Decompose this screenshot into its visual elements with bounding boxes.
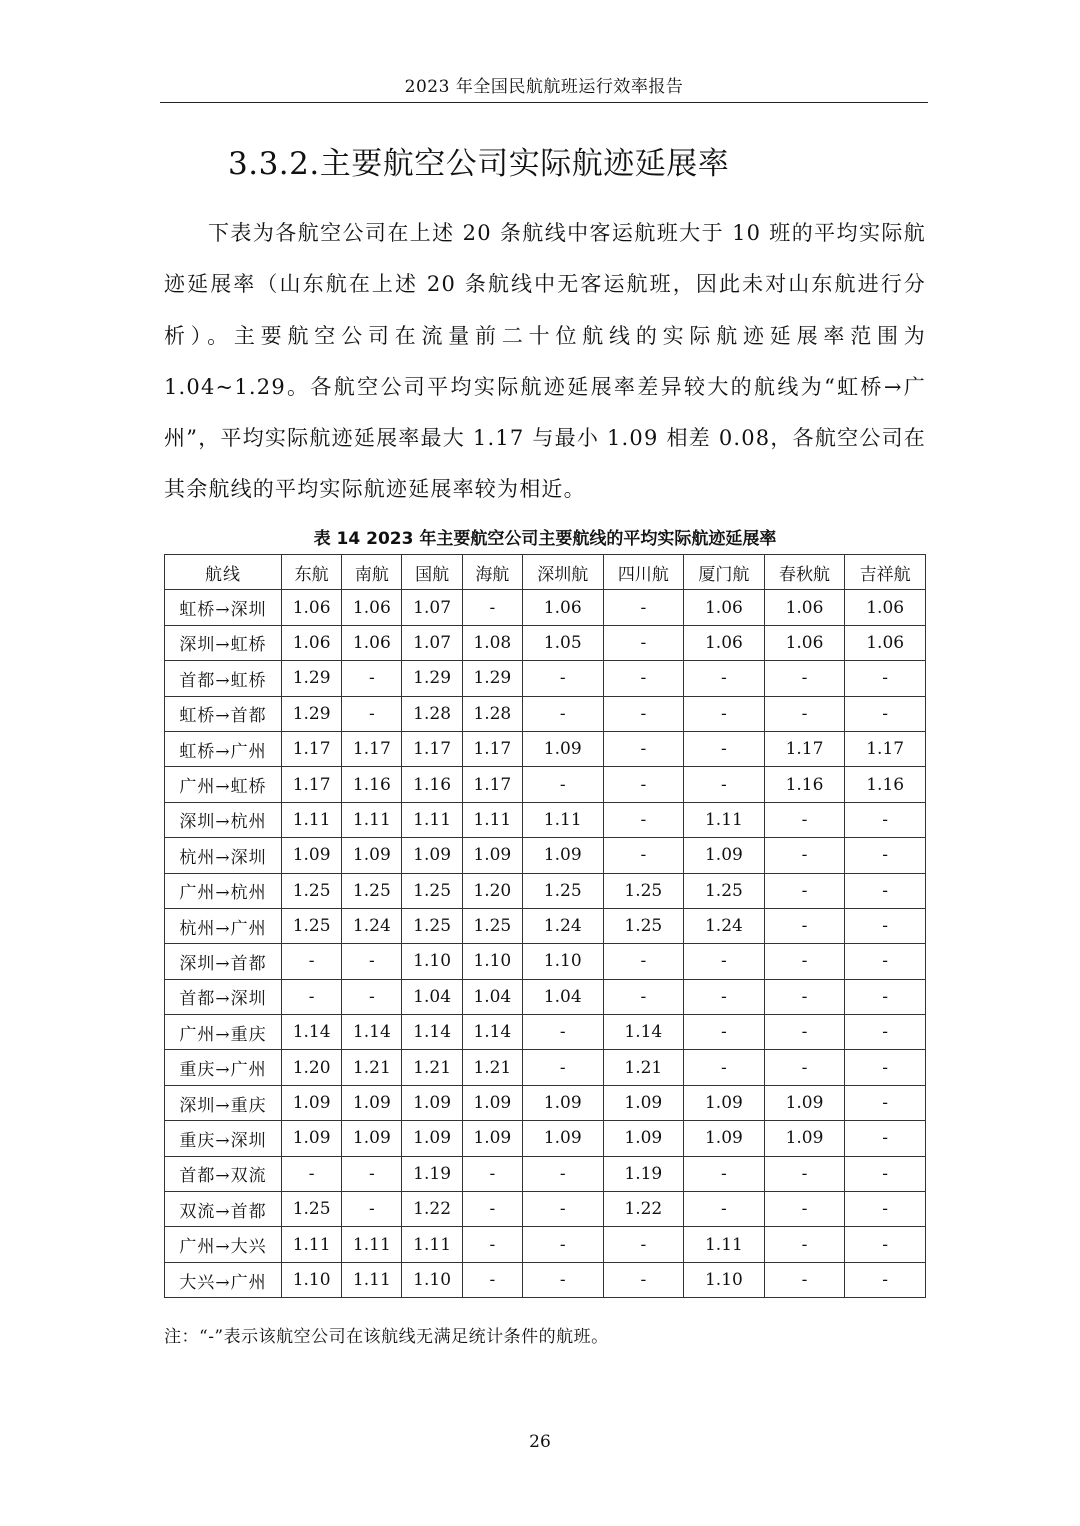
value-cell: 1.11 bbox=[402, 802, 462, 837]
value-cell: 1.14 bbox=[603, 1015, 684, 1050]
value-cell: - bbox=[522, 1262, 603, 1297]
value-cell: - bbox=[522, 1192, 603, 1227]
value-cell: - bbox=[845, 1015, 926, 1050]
value-cell: 1.19 bbox=[603, 1156, 684, 1191]
value-cell: 1.25 bbox=[402, 873, 462, 908]
value-cell: - bbox=[603, 696, 684, 731]
value-cell: 1.09 bbox=[684, 838, 765, 873]
value-cell: - bbox=[684, 1156, 765, 1191]
route-cell: 广州→虹桥 bbox=[165, 767, 282, 802]
value-cell: - bbox=[522, 696, 603, 731]
table-row bbox=[165, 1050, 926, 1085]
route-cell: 首都→双流 bbox=[165, 1156, 282, 1191]
value-cell: - bbox=[764, 1156, 845, 1191]
table-caption: 表 14 2023 年主要航空公司主要航线的平均实际航迹延展率 bbox=[313, 529, 777, 549]
value-cell: 1.09 bbox=[764, 1121, 845, 1156]
value-cell: 1.09 bbox=[402, 838, 462, 873]
value-cell: - bbox=[462, 1156, 522, 1191]
value-cell: 1.10 bbox=[522, 944, 603, 979]
route-cell: 重庆→深圳 bbox=[165, 1121, 282, 1156]
value-cell: 1.14 bbox=[342, 1015, 402, 1050]
route-cell: 深圳→首都 bbox=[165, 944, 282, 979]
value-cell: 1.09 bbox=[603, 1121, 684, 1156]
value-cell: - bbox=[603, 767, 684, 802]
value-cell: 1.06 bbox=[684, 590, 765, 625]
value-cell: 1.06 bbox=[522, 590, 603, 625]
value-cell: - bbox=[684, 979, 765, 1014]
value-cell: 1.06 bbox=[764, 590, 845, 625]
value-cell: - bbox=[684, 1050, 765, 1085]
value-cell: - bbox=[684, 1015, 765, 1050]
value-cell: - bbox=[845, 1262, 926, 1297]
value-cell: - bbox=[845, 802, 926, 837]
value-cell: - bbox=[603, 590, 684, 625]
value-cell: - bbox=[603, 802, 684, 837]
table-row bbox=[165, 908, 926, 943]
route-cell: 双流→首都 bbox=[165, 1192, 282, 1227]
value-cell: - bbox=[764, 1262, 845, 1297]
route-cell: 虹桥→广州 bbox=[165, 731, 282, 766]
value-cell: - bbox=[684, 731, 765, 766]
value-cell: 1.09 bbox=[342, 838, 402, 873]
value-cell: 1.06 bbox=[845, 590, 926, 625]
table-row bbox=[165, 1227, 926, 1262]
route-cell: 广州→重庆 bbox=[165, 1015, 282, 1050]
value-cell: 1.19 bbox=[402, 1156, 462, 1191]
value-cell: 1.11 bbox=[282, 1227, 342, 1262]
value-cell: 1.09 bbox=[462, 1121, 522, 1156]
table-row bbox=[165, 944, 926, 979]
value-cell: - bbox=[845, 1156, 926, 1191]
header-cell: 东航 bbox=[282, 555, 342, 590]
value-cell: 1.11 bbox=[342, 802, 402, 837]
value-cell: 1.29 bbox=[282, 696, 342, 731]
value-cell: 1.11 bbox=[402, 1227, 462, 1262]
value-cell: 1.09 bbox=[603, 1085, 684, 1120]
value-cell: 1.09 bbox=[342, 1085, 402, 1120]
value-cell: - bbox=[342, 979, 402, 1014]
table-row bbox=[165, 731, 926, 766]
value-cell: - bbox=[462, 590, 522, 625]
value-cell: - bbox=[342, 944, 402, 979]
value-cell: 1.09 bbox=[522, 1121, 603, 1156]
value-cell: 1.07 bbox=[402, 590, 462, 625]
value-cell: - bbox=[342, 661, 402, 696]
value-cell: 1.09 bbox=[282, 1085, 342, 1120]
value-cell: - bbox=[845, 944, 926, 979]
value-cell: 1.09 bbox=[462, 838, 522, 873]
value-cell: 1.09 bbox=[402, 1121, 462, 1156]
header-cell: 深圳航 bbox=[522, 555, 603, 590]
value-cell: - bbox=[764, 661, 845, 696]
table-row bbox=[165, 979, 926, 1014]
value-cell: 1.11 bbox=[282, 802, 342, 837]
value-cell: - bbox=[684, 1192, 765, 1227]
route-cell: 深圳→杭州 bbox=[165, 802, 282, 837]
value-cell: 1.11 bbox=[342, 1227, 402, 1262]
header-cell: 厦门航 bbox=[684, 555, 765, 590]
route-cell: 广州→杭州 bbox=[165, 873, 282, 908]
value-cell: 1.09 bbox=[402, 1085, 462, 1120]
table-row bbox=[165, 1015, 926, 1050]
table-row bbox=[165, 1085, 926, 1120]
value-cell: - bbox=[845, 1085, 926, 1120]
value-cell: 1.09 bbox=[282, 1121, 342, 1156]
value-cell: - bbox=[522, 1156, 603, 1191]
route-cell: 首都→虹桥 bbox=[165, 661, 282, 696]
header-cell: 国航 bbox=[402, 555, 462, 590]
value-cell: - bbox=[522, 661, 603, 696]
value-cell: 1.06 bbox=[845, 625, 926, 660]
value-cell: - bbox=[603, 731, 684, 766]
value-cell: 1.17 bbox=[462, 767, 522, 802]
value-cell: 1.10 bbox=[684, 1262, 765, 1297]
running-header: 2023 年全国民航航班运行效率报告 bbox=[404, 77, 684, 97]
value-cell: - bbox=[522, 1015, 603, 1050]
value-cell: 1.16 bbox=[402, 767, 462, 802]
table-row bbox=[165, 1262, 926, 1297]
value-cell: - bbox=[603, 1262, 684, 1297]
value-cell: - bbox=[764, 1227, 845, 1262]
value-cell: - bbox=[845, 696, 926, 731]
value-cell: - bbox=[342, 1156, 402, 1191]
value-cell: 1.25 bbox=[402, 908, 462, 943]
value-cell: - bbox=[764, 1015, 845, 1050]
value-cell: 1.04 bbox=[522, 979, 603, 1014]
value-cell: 1.14 bbox=[282, 1015, 342, 1050]
table-body bbox=[165, 590, 926, 1298]
value-cell: 1.25 bbox=[282, 1192, 342, 1227]
value-cell: - bbox=[764, 1192, 845, 1227]
value-cell: 1.20 bbox=[282, 1050, 342, 1085]
value-cell: - bbox=[764, 1050, 845, 1085]
value-cell: 1.06 bbox=[282, 590, 342, 625]
value-cell: - bbox=[845, 661, 926, 696]
value-cell: 1.06 bbox=[342, 590, 402, 625]
value-cell: 1.14 bbox=[402, 1015, 462, 1050]
table-row bbox=[165, 802, 926, 837]
section-title: 3.3.2.主要航空公司实际航迹延展率 bbox=[228, 146, 730, 182]
value-cell: 1.09 bbox=[342, 1121, 402, 1156]
value-cell: 1.10 bbox=[402, 1262, 462, 1297]
value-cell: 1.09 bbox=[684, 1085, 765, 1120]
value-cell: 1.06 bbox=[764, 625, 845, 660]
value-cell: 1.04 bbox=[402, 979, 462, 1014]
table-row bbox=[165, 696, 926, 731]
value-cell: 1.08 bbox=[462, 625, 522, 660]
value-cell: 1.25 bbox=[462, 908, 522, 943]
header-cell: 航线 bbox=[165, 555, 282, 590]
value-cell: 1.10 bbox=[402, 944, 462, 979]
value-cell: 1.06 bbox=[684, 625, 765, 660]
body-paragraph: 下表为各航空公司在上述 20 条航线中客运航班大于 10 班的平均实际航迹延展率（山东航在上述 20 条航线中无客运航班，因此未对山东航进行分析）。主要航空公司在流量前二十位航线的实际航迹延展率范围为 1.04~1.29。各航空公司平均实际航迹延展率差异较大的航线为“虹桥→广州”，平均实际航迹延展率最大 1.17 与最小 1.09 相差 0.08，各航空公司在其余航线的平均实际航迹延展率较为相近。 bbox=[164, 221, 926, 502]
value-cell: 1.17 bbox=[282, 767, 342, 802]
value-cell: 1.20 bbox=[462, 873, 522, 908]
value-cell: - bbox=[845, 873, 926, 908]
value-cell: 1.29 bbox=[402, 661, 462, 696]
value-cell: 1.07 bbox=[402, 625, 462, 660]
header-cell: 四川航 bbox=[603, 555, 684, 590]
value-cell: 1.10 bbox=[462, 944, 522, 979]
value-cell: 1.22 bbox=[603, 1192, 684, 1227]
value-cell: - bbox=[845, 1121, 926, 1156]
route-cell: 杭州→广州 bbox=[165, 908, 282, 943]
value-cell: 1.09 bbox=[522, 1085, 603, 1120]
value-cell: 1.25 bbox=[282, 873, 342, 908]
value-cell: 1.17 bbox=[462, 731, 522, 766]
value-cell: - bbox=[845, 1227, 926, 1262]
value-cell: - bbox=[522, 1227, 603, 1262]
header-cell: 海航 bbox=[462, 555, 522, 590]
value-cell: - bbox=[522, 767, 603, 802]
value-cell: - bbox=[684, 661, 765, 696]
value-cell: 1.17 bbox=[402, 731, 462, 766]
header-cell: 春秋航 bbox=[764, 555, 845, 590]
value-cell: 1.25 bbox=[603, 873, 684, 908]
value-cell: 1.09 bbox=[522, 731, 603, 766]
value-cell: 1.24 bbox=[342, 908, 402, 943]
value-cell: - bbox=[462, 1227, 522, 1262]
value-cell: 1.11 bbox=[522, 802, 603, 837]
value-cell: 1.28 bbox=[462, 696, 522, 731]
value-cell: 1.16 bbox=[845, 767, 926, 802]
table-row bbox=[165, 661, 926, 696]
value-cell: 1.21 bbox=[402, 1050, 462, 1085]
value-cell: 1.17 bbox=[764, 731, 845, 766]
value-cell: - bbox=[603, 661, 684, 696]
table-row bbox=[165, 838, 926, 873]
route-cell: 首都→深圳 bbox=[165, 979, 282, 1014]
value-cell: 1.05 bbox=[522, 625, 603, 660]
value-cell: - bbox=[684, 767, 765, 802]
value-cell: 1.25 bbox=[522, 873, 603, 908]
table-row bbox=[165, 873, 926, 908]
value-cell: - bbox=[603, 625, 684, 660]
value-cell: - bbox=[603, 944, 684, 979]
value-cell: 1.06 bbox=[282, 625, 342, 660]
table-row bbox=[165, 1156, 926, 1191]
value-cell: - bbox=[462, 1192, 522, 1227]
value-cell: - bbox=[522, 1050, 603, 1085]
table-row bbox=[165, 767, 926, 802]
value-cell: 1.24 bbox=[684, 908, 765, 943]
page-number: 26 bbox=[529, 1432, 551, 1452]
value-cell: - bbox=[282, 944, 342, 979]
value-cell: 1.09 bbox=[684, 1121, 765, 1156]
header-cell: 南航 bbox=[342, 555, 402, 590]
value-cell: - bbox=[282, 1156, 342, 1191]
route-cell: 大兴→广州 bbox=[165, 1262, 282, 1297]
value-cell: 1.14 bbox=[462, 1015, 522, 1050]
value-cell: 1.04 bbox=[462, 979, 522, 1014]
route-cell: 杭州→深圳 bbox=[165, 838, 282, 873]
route-cell: 广州→大兴 bbox=[165, 1227, 282, 1262]
header-cell: 吉祥航 bbox=[845, 555, 926, 590]
value-cell: - bbox=[684, 944, 765, 979]
value-cell: - bbox=[764, 873, 845, 908]
table-note: 注：“-”表示该航空公司在该航线无满足统计条件的航班。 bbox=[164, 1327, 609, 1347]
route-cell: 虹桥→首都 bbox=[165, 696, 282, 731]
value-cell: 1.29 bbox=[462, 661, 522, 696]
route-cell: 深圳→虹桥 bbox=[165, 625, 282, 660]
value-cell: - bbox=[845, 1192, 926, 1227]
value-cell: 1.06 bbox=[342, 625, 402, 660]
value-cell: 1.16 bbox=[764, 767, 845, 802]
table-row bbox=[165, 1192, 926, 1227]
value-cell: 1.28 bbox=[402, 696, 462, 731]
value-cell: 1.17 bbox=[845, 731, 926, 766]
table-header-row bbox=[165, 555, 926, 590]
value-cell: 1.16 bbox=[342, 767, 402, 802]
value-cell: - bbox=[764, 802, 845, 837]
value-cell: 1.11 bbox=[342, 1262, 402, 1297]
value-cell: 1.24 bbox=[522, 908, 603, 943]
value-cell: - bbox=[845, 979, 926, 1014]
value-cell: 1.17 bbox=[282, 731, 342, 766]
value-cell: - bbox=[684, 696, 765, 731]
value-cell: 1.11 bbox=[684, 802, 765, 837]
value-cell: 1.09 bbox=[764, 1085, 845, 1120]
value-cell: 1.21 bbox=[342, 1050, 402, 1085]
value-cell: - bbox=[282, 979, 342, 1014]
value-cell: 1.29 bbox=[282, 661, 342, 696]
value-cell: - bbox=[764, 908, 845, 943]
header-rule bbox=[160, 102, 928, 103]
value-cell: 1.10 bbox=[282, 1262, 342, 1297]
table-row bbox=[165, 590, 926, 625]
value-cell: 1.25 bbox=[282, 908, 342, 943]
route-cell: 深圳→重庆 bbox=[165, 1085, 282, 1120]
value-cell: 1.22 bbox=[402, 1192, 462, 1227]
value-cell: 1.09 bbox=[462, 1085, 522, 1120]
value-cell: 1.11 bbox=[684, 1227, 765, 1262]
value-cell: - bbox=[845, 838, 926, 873]
value-cell: 1.25 bbox=[603, 908, 684, 943]
value-cell: - bbox=[342, 696, 402, 731]
value-cell: 1.21 bbox=[462, 1050, 522, 1085]
value-cell: - bbox=[764, 838, 845, 873]
value-cell: - bbox=[342, 1192, 402, 1227]
table-row bbox=[165, 625, 926, 660]
route-cell: 虹桥→深圳 bbox=[165, 590, 282, 625]
table-row bbox=[165, 1121, 926, 1156]
value-cell: 1.09 bbox=[522, 838, 603, 873]
value-cell: - bbox=[603, 1227, 684, 1262]
value-cell: - bbox=[462, 1262, 522, 1297]
data-table bbox=[164, 554, 926, 1298]
value-cell: 1.17 bbox=[342, 731, 402, 766]
value-cell: - bbox=[845, 1050, 926, 1085]
value-cell: 1.09 bbox=[282, 838, 342, 873]
value-cell: 1.21 bbox=[603, 1050, 684, 1085]
value-cell: 1.11 bbox=[462, 802, 522, 837]
value-cell: - bbox=[845, 908, 926, 943]
value-cell: - bbox=[603, 838, 684, 873]
value-cell: - bbox=[764, 944, 845, 979]
value-cell: - bbox=[764, 696, 845, 731]
value-cell: - bbox=[764, 979, 845, 1014]
route-cell: 重庆→广州 bbox=[165, 1050, 282, 1085]
value-cell: - bbox=[603, 979, 684, 1014]
value-cell: 1.25 bbox=[684, 873, 765, 908]
value-cell: 1.25 bbox=[342, 873, 402, 908]
